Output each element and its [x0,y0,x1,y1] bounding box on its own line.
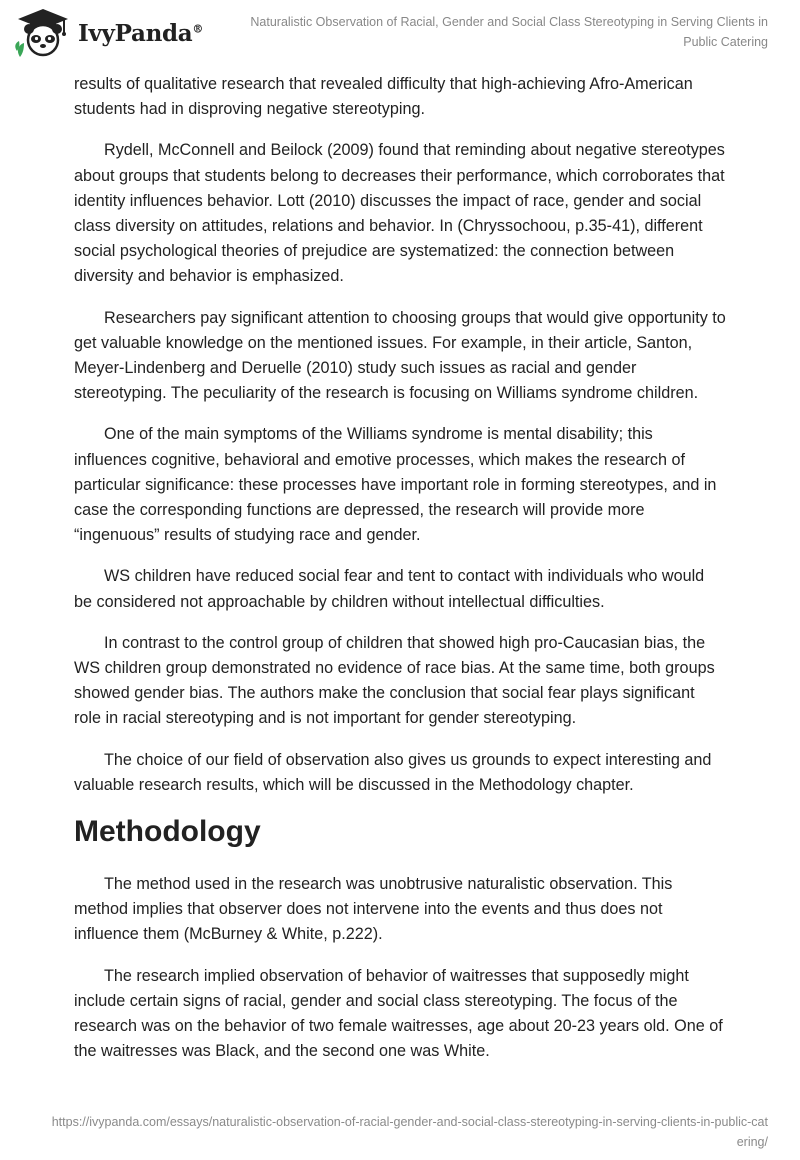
page-header [0,0,800,70]
source-url[interactable]: https://ivypanda.com/essays/naturalistic-observation-of-racial-gender-and-social-class-stereotyping-in-serving-clients-in-public-catering/ [51,1115,768,1149]
section-heading-methodology: Methodology [74,815,261,849]
paragraph: In contrast to the control group of children that showed high pro-Caucasian bias, the WS children group demonstrated no evidence of race bias. At the same time, both groups showed gender bias. The authors make the conclusion that social fear plays significant role in racial stereotyping and is not important for gender stereotyping. [74,633,715,728]
document-title: Naturalistic Observation of Racial, Gender and Social Class Stereotyping in Serving Clients in Public Catering [250,15,768,49]
ivypanda-logo[interactable] [14,6,203,60]
logo-text: IvyPanda [78,19,193,47]
paragraph: The method used in the research was unobtrusive naturalistic observation. This method implies that observer does not intervene into the events and thus does not influence them (McBurney & White, p.222). [74,875,673,944]
paragraph: One of the main symptoms of the Williams syndrome is mental disability; this influences cognitive, behavioral and emotive processes, which makes the research of particular significance: these processes have important role in forming stereotypes, and in case the corresponding functions are depressed, the research will provide more “ingenuous” results of studying race and gender. [74,425,717,545]
paragraph: The choice of our field of observation also gives us grounds to expect interesting and valuable research results, which will be discussed in the Methodology chapter. [74,750,712,794]
registered-mark: ® [192,21,204,35]
paragraph: Researchers pay significant attention to choosing groups that would give opportunity to get valuable knowledge on the mentioned issues. For example, in their article, Santon, Meyer-Lindenberg and Deruelle (2010) study such issues as racial and gender stereotyping. The peculiarity of the research is focusing on Williams syndrome children. [74,308,726,403]
panda-graduate-icon [14,7,72,59]
paragraph: The research implied observation of behavior of waitresses that supposedly might include certain signs of racial, gender and social class stereotyping. The focus of the research was on the behavior of two female waitresses, age about 20-23 years old. One of the waitresses was Black, and the second one was White. [74,966,723,1061]
paragraph: Rydell, McConnell and Beilock (2009) found that reminding about negative stereotypes about groups that students belong to decreases their performance, which corroborates that identity influences behavior. Lott (2010) discusses the impact of race, gender and social class diversity on attitudes, relations and behavior. In (Chryssochoou, p.35-41), different social psychological theories of prejudice are systematized: the connection between diversity and behavior is emphasized. [74,141,725,286]
paragraph: WS children have reduced social fear and tent to contact with individuals who would be considered not approachable by children without intellectual difficulties. [74,567,705,611]
essay-body [74,72,726,1081]
paragraph: results of qualitative research that revealed difficulty that high-achieving Afro-American students had in disproving negative stereotyping. [74,75,693,119]
